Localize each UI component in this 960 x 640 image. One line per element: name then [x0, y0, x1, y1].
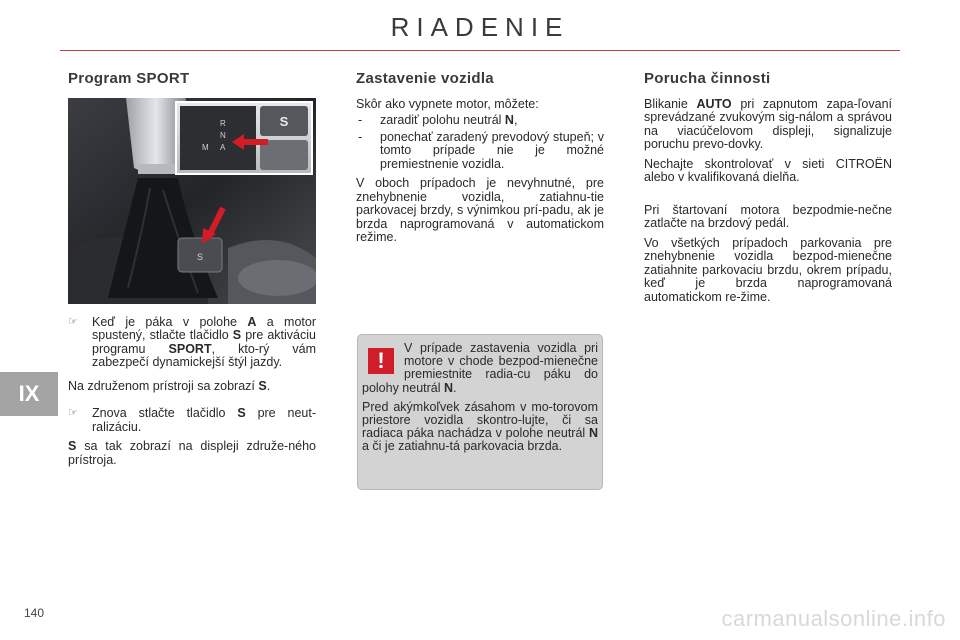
- paragraph-parking: Vo všetkých prípadoch parkovania pre znehybnenie vozidla bezpod-mienečne zatiahnite parkovaciu brzdu, okrem prípadu, keď je brzda naprogramovaná automatickom re-žime.: [644, 235, 892, 304]
- paragraph-check-dealer: Nechajte skontrolovať v sieti CITROËN alebo v kvalifikovaná dielňa.: [644, 156, 892, 184]
- column-stopping-vehicle: [356, 72, 604, 251]
- photo-label-s: S: [279, 113, 289, 129]
- column-program-sport: [68, 72, 316, 473]
- page-number: 140: [24, 606, 45, 620]
- paragraph-display-s: Na združenom prístroji sa zobrazí S.: [68, 378, 271, 393]
- list-item-neutral: - zaradiť polohu neutrál N,: [358, 113, 518, 127]
- gear-selector-illustration: [68, 98, 316, 304]
- warning-exclamation-icon: !: [368, 348, 394, 374]
- paragraph-brake-pedal: Pri štartovaní motora bezpodmie-nečne zatlačte na brzdový pedál.: [644, 202, 892, 230]
- photo-label-n: N: [220, 130, 226, 140]
- warning-paragraph-engine: Pred akýmkoľvek zásahom v mo-torovom priestore vozidla skontro-lujte, či sa radiaca páka nachádza v polohe neutrál N a či je zatiahnu-tá parkovacia brzda.: [362, 399, 598, 454]
- page-title: RIADENIE: [390, 12, 570, 42]
- watermark: carmanualsonline.info: [721, 606, 946, 631]
- instruction-sport-off: ☞ Znova stlačte tlačidlo S pre neut-ralizáciu.: [68, 406, 316, 434]
- pointing-hand-icon: ☞: [68, 315, 78, 328]
- photo-label-r: R: [220, 118, 226, 128]
- warning-paragraph-neutral: V prípade zastavenia vozidla pri motore v chode bezpod-mienečne premiestnite radia-cu páku do polohy neutrál N.: [362, 341, 598, 395]
- paragraph-parking-brake: V oboch prípadoch je nevyhnutné, pre znehybnenie vozidla, zatiahnu-tie parkovacej brzdy, s výnimkou prí-padu, ak je brzda naprogramovaná v automatickom režime.: [356, 176, 604, 244]
- chapter-tab: IX: [0, 372, 58, 416]
- section-title-stopping-vehicle: Zastavenie vozidla: [356, 70, 494, 87]
- paragraph-auto-blinking: Blikanie AUTO pri zapnutom zapa-ľovaní sprevádzané zvukovým sig-nálom a správou na viacúčelovom displeji, signalizuje poruchu prevo-dovky.: [644, 96, 892, 151]
- list-item-gear-engaged: - ponechať zaradený prevodový stupeň; v tomto prípade nie je možné premiestnenie vozidla.: [358, 129, 604, 171]
- photo-label-a: A: [220, 142, 226, 152]
- column-malfunction: [644, 72, 892, 310]
- instruction-sport-on: ☞ Keď je páka v polohe A a motor spustený, stlačte tlačidlo S pre aktiváciu programu SPORT, kto-rý vám zabezpečí dynamickejší štýl jazdy.: [68, 314, 316, 369]
- header-divider: [60, 50, 900, 51]
- section-title-malfunction: Porucha činnosti: [644, 70, 771, 87]
- photo-label-m: M: [202, 142, 209, 152]
- gear-selector-photo: [68, 98, 316, 304]
- photo-label-s-small: S: [196, 251, 204, 262]
- pointing-hand-icon: ☞: [68, 407, 78, 419]
- warning-box: [357, 334, 603, 490]
- section-title-program-sport: Program SPORT: [68, 70, 190, 87]
- paragraph-intro: Skôr ako vypnete motor, môžete:: [356, 96, 539, 111]
- paragraph-display-s-off: S sa tak zobrazí na displeji združe-ného prístroja.: [68, 439, 316, 467]
